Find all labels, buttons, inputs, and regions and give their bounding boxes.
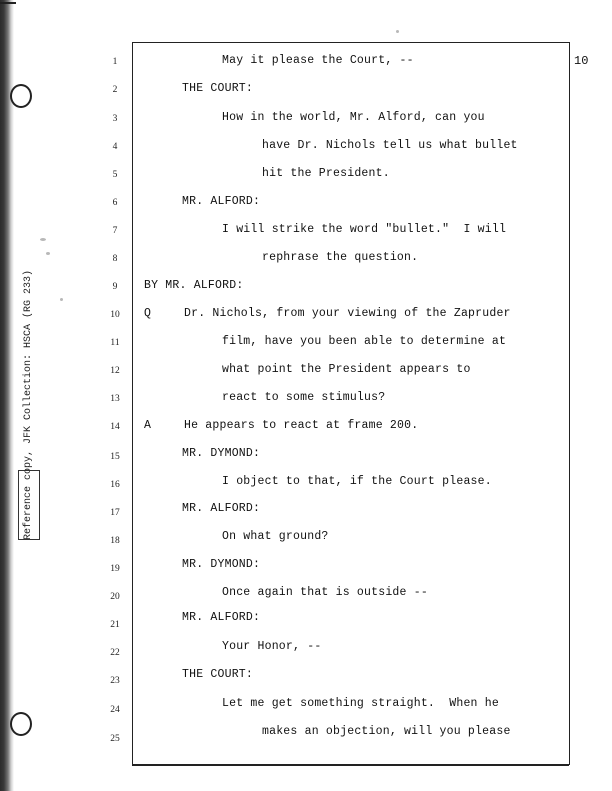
transcript-line: Once again that is outside -- — [222, 586, 428, 599]
transcript-line: On what ground? — [222, 530, 329, 543]
question-marker: Q — [144, 307, 151, 320]
line-number: 21 — [110, 620, 120, 630]
scan-speck — [60, 298, 63, 301]
line-number: 25 — [110, 734, 120, 744]
page-number: 10 — [574, 54, 589, 68]
line-number: 1 — [112, 57, 118, 67]
transcript-line: How in the world, Mr. Alford, can you — [222, 111, 485, 124]
line-number: 13 — [110, 394, 120, 404]
line-number: 18 — [110, 536, 120, 546]
line-number: 12 — [110, 366, 120, 376]
scan-mark — [0, 2, 16, 4]
examiner-label: BY MR. ALFORD: — [144, 279, 244, 292]
frame-divider — [132, 764, 569, 766]
transcript-line: hit the President. — [262, 167, 390, 180]
scan-speck — [40, 238, 46, 241]
punch-hole-icon — [10, 84, 32, 108]
speaker-label: MR. DYMOND: — [182, 447, 261, 460]
punch-hole-icon — [10, 712, 32, 736]
line-number: 15 — [110, 452, 120, 462]
speaker-label: MR. ALFORD: — [182, 611, 261, 624]
answer-marker: A — [144, 419, 151, 432]
transcript-line: He appears to react at frame 200. — [184, 419, 419, 432]
line-number: 23 — [110, 676, 120, 686]
transcript-line: Your Honor, -- — [222, 640, 322, 653]
line-number: 2 — [112, 85, 118, 95]
transcript-line: Dr. Nichols, from your viewing of the Zapruder — [184, 307, 511, 320]
speaker-label: THE COURT: — [182, 668, 254, 681]
transcript-line: makes an objection, will you please — [262, 725, 511, 738]
archive-stamp-text: Reference copy, JFK Collection: HSCA (RG 233) — [23, 269, 34, 540]
transcript-line: I will strike the word "bullet." I will — [222, 223, 507, 236]
transcript-line: react to some stimulus? — [222, 391, 386, 404]
line-number: 4 — [112, 142, 118, 152]
transcript-line: rephrase the question. — [262, 251, 419, 264]
transcript-line: Let me get something straight. When he — [222, 697, 499, 710]
line-number: 10 — [110, 310, 120, 320]
line-number: 19 — [110, 564, 120, 574]
transcript-line: I object to that, if the Court please. — [222, 475, 492, 488]
line-number: 16 — [110, 480, 120, 490]
speaker-label: THE COURT: — [182, 82, 254, 95]
scan-speck — [396, 30, 399, 33]
line-number: 14 — [110, 422, 120, 432]
transcript-line: May it please the Court, -- — [222, 54, 414, 67]
transcript-line: film, have you been able to determine at — [222, 335, 507, 348]
transcript-line: what point the President appears to — [222, 363, 471, 376]
line-number: 24 — [110, 705, 120, 715]
line-number: 3 — [112, 114, 118, 124]
line-number: 9 — [112, 282, 118, 292]
speaker-label: MR. ALFORD: — [182, 502, 261, 515]
scan-binding-edge — [0, 0, 14, 791]
stamp-box — [18, 470, 40, 540]
line-number: 5 — [112, 170, 118, 180]
scan-speck — [46, 252, 50, 255]
line-number: 11 — [110, 338, 120, 348]
speaker-label: MR. DYMOND: — [182, 558, 261, 571]
speaker-label: MR. ALFORD: — [182, 195, 261, 208]
line-number: 7 — [112, 226, 118, 236]
line-number: 22 — [110, 648, 120, 658]
transcript-line: have Dr. Nichols tell us what bullet — [262, 139, 518, 152]
line-number: 8 — [112, 254, 118, 264]
line-number: 17 — [110, 508, 120, 518]
line-number: 20 — [110, 592, 120, 602]
line-number: 6 — [112, 198, 118, 208]
